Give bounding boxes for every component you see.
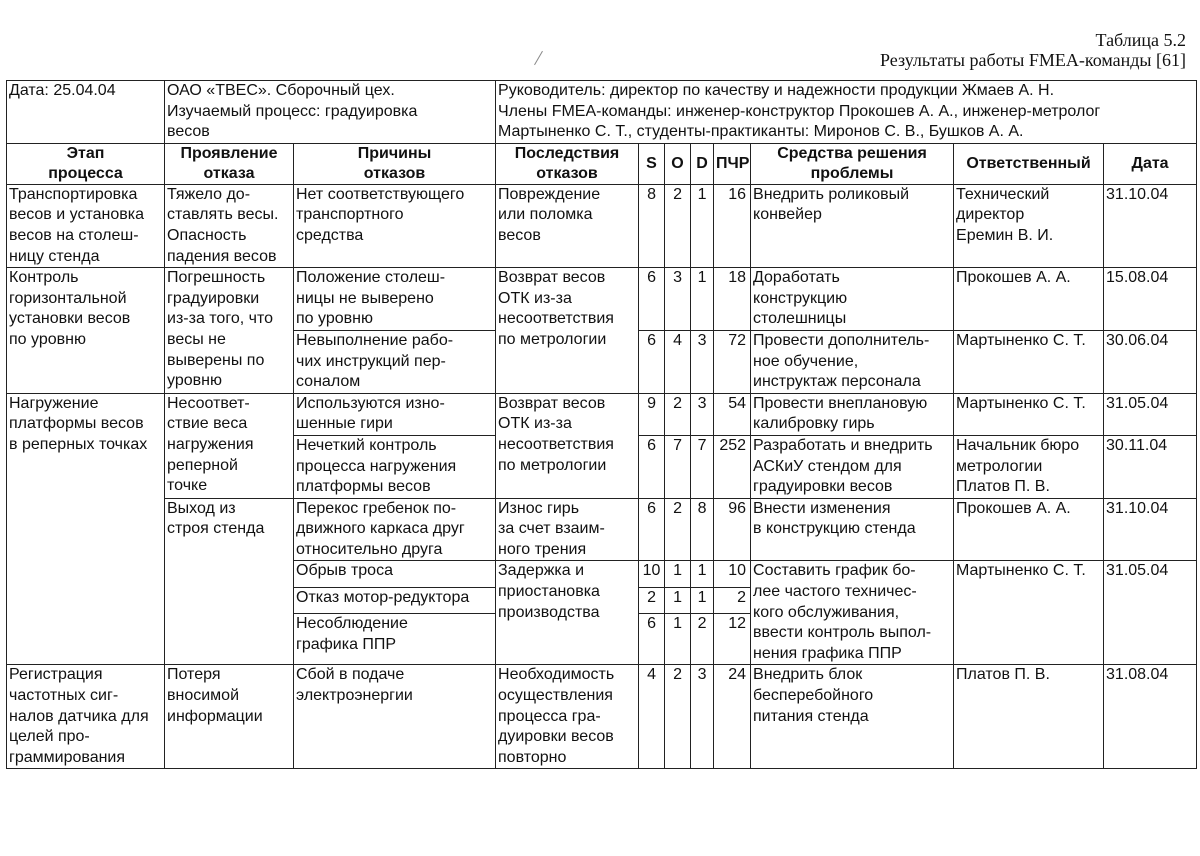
d-cell: 1 xyxy=(691,268,714,331)
o-cell: 2 xyxy=(665,393,691,435)
cell-line: Тяжело до- xyxy=(167,185,251,203)
stage-cell xyxy=(7,665,165,769)
cell-line: Несоблюдение xyxy=(296,615,408,633)
cell-line: Перекос гребенок по- xyxy=(296,499,457,517)
cell-line: соналом xyxy=(296,373,361,391)
scan-mark xyxy=(534,51,543,65)
cell-line: платформы весов xyxy=(9,415,144,433)
cause-cell xyxy=(294,435,496,498)
cell-line: вносимой xyxy=(167,687,240,705)
cell-line: по метрологии xyxy=(498,330,607,348)
cell-line: Еремин В. И. xyxy=(956,226,1054,244)
cell-line: из-за того, что xyxy=(167,310,273,328)
cell-line: налов датчика для xyxy=(9,707,149,725)
cell-line: Нагружение xyxy=(9,394,99,412)
stage-cell xyxy=(7,184,165,267)
cell-line: Необходимость xyxy=(498,666,615,684)
date-cell: 30.11.04 xyxy=(1104,435,1197,498)
resp-cell: Платов П. В. xyxy=(954,665,1104,769)
cause-cell xyxy=(294,587,496,613)
cell-line: установки весов xyxy=(9,310,131,328)
s-cell: 6 xyxy=(639,614,665,665)
cell-line: Внедрить блок xyxy=(753,666,863,684)
cell-line: в реперных точках xyxy=(9,435,148,453)
cell-line: ное обучение, xyxy=(753,352,859,370)
o-cell: 1 xyxy=(665,587,691,613)
rpn-cell: 72 xyxy=(714,330,751,393)
cell-line: точке xyxy=(167,477,208,495)
cell-line: Технический xyxy=(956,185,1050,203)
cell-line: Возврат весов xyxy=(498,269,606,287)
s-cell: 8 xyxy=(639,184,665,267)
table-row xyxy=(7,665,1197,769)
col-stage: Этап процесса xyxy=(7,143,165,184)
effect-cell xyxy=(496,184,639,267)
cell-line: весов xyxy=(498,226,541,244)
rpn-cell: 54 xyxy=(714,393,751,435)
cell-line: конвейер xyxy=(753,206,822,224)
d-cell: 3 xyxy=(691,393,714,435)
col-s: S xyxy=(639,143,665,184)
cell-line: процесса нагружения xyxy=(296,457,457,475)
table-row xyxy=(7,184,1197,267)
cell-line: Погрешность xyxy=(167,269,266,287)
s-cell: 6 xyxy=(639,498,665,561)
cell-line: Нет соответствующего xyxy=(296,185,465,203)
cell-line: кого обслуживания, xyxy=(753,603,900,621)
s-cell: 9 xyxy=(639,393,665,435)
cell-line: Обрыв троса xyxy=(296,562,393,580)
cell-line: относительно друга xyxy=(296,540,443,558)
effect-cell xyxy=(496,393,639,498)
cell-line: Повреждение xyxy=(498,185,601,203)
cell-line: Задержка и xyxy=(498,562,585,580)
cell-line: несоответствия xyxy=(498,310,614,328)
cell-line: конструкцию xyxy=(753,289,848,307)
cell-line: выверены по xyxy=(167,351,265,369)
s-cell: 10 xyxy=(639,561,665,587)
cell-line: по уровню xyxy=(296,310,373,328)
action-cell xyxy=(751,561,954,665)
s-cell: 4 xyxy=(639,665,665,769)
effect-cell xyxy=(496,498,639,561)
action-cell xyxy=(751,330,954,393)
rpn-cell: 24 xyxy=(714,665,751,769)
cell-line: несоответствия xyxy=(498,435,614,453)
s-cell: 6 xyxy=(639,330,665,393)
cell-line: Разработать и внедрить xyxy=(753,436,933,454)
resp-cell xyxy=(954,184,1104,267)
cell-line: лее частого техничес- xyxy=(753,583,917,601)
cell-line: процесса гра- xyxy=(498,707,601,725)
o-cell: 3 xyxy=(665,268,691,331)
o-cell: 1 xyxy=(665,614,691,665)
cell-line: весы не xyxy=(167,330,226,348)
resp-cell: Прокошев А. А. xyxy=(954,498,1104,561)
cell-line: графика ППР xyxy=(296,635,397,653)
col-cause: Причины отказов xyxy=(294,143,496,184)
cell-line: Износ гирь xyxy=(498,499,580,517)
cell-line: целей про- xyxy=(9,728,90,746)
action-cell xyxy=(751,435,954,498)
cause-cell xyxy=(294,330,496,393)
cell-line: весов и установка xyxy=(9,206,144,224)
cell-line: производства xyxy=(498,603,600,621)
cell-line: ницу стенда xyxy=(9,247,100,265)
resp-cell: Мартыненко С. Т. xyxy=(954,393,1104,435)
column-header-row xyxy=(7,143,1197,184)
action-cell xyxy=(751,665,954,769)
s-cell: 6 xyxy=(639,268,665,331)
cell-line: питания стенда xyxy=(753,707,869,725)
cell-line: Возврат весов xyxy=(498,394,606,412)
cell-line: ввести контроль выпол- xyxy=(753,624,932,642)
o-cell: 2 xyxy=(665,498,691,561)
d-cell: 7 xyxy=(691,435,714,498)
table-row xyxy=(7,498,1197,561)
effect-cell xyxy=(496,665,639,769)
fmea-table xyxy=(6,80,1197,769)
action-cell xyxy=(751,498,954,561)
cell-line: Потеря xyxy=(167,666,221,684)
cell-line: движного каркаса друг xyxy=(296,520,465,538)
cause-cell xyxy=(294,498,496,561)
cell-line: приостановка xyxy=(498,583,600,601)
org-cell: ОАО «ТВЕС». Сборочный цех. Изучаемый процесс: градуировка весов xyxy=(165,81,496,144)
table-row xyxy=(7,268,1197,331)
date-cell: 31.10.04 xyxy=(1104,184,1197,267)
cell-line: нения графика ППР xyxy=(753,644,902,662)
o-cell: 7 xyxy=(665,435,691,498)
cell-line: или поломка xyxy=(498,206,593,224)
cell-line: Положение столеш- xyxy=(296,269,446,287)
col-effect: Последствия отказов xyxy=(496,143,639,184)
o-cell: 2 xyxy=(665,665,691,769)
cell-line: по метрологии xyxy=(498,456,607,474)
failure-cell xyxy=(165,393,294,498)
col-resp: Ответственный xyxy=(954,143,1104,184)
action-cell xyxy=(751,268,954,331)
failure-cell xyxy=(165,498,294,665)
cause-cell xyxy=(294,665,496,769)
cell-line: уровню xyxy=(167,372,222,390)
cell-line: по уровню xyxy=(9,330,86,348)
cell-line: в конструкцию стенда xyxy=(753,520,916,538)
cell-line: частотных сиг- xyxy=(9,687,119,705)
d-cell: 2 xyxy=(691,614,714,665)
cell-line: повторно xyxy=(498,748,567,766)
stage-cell xyxy=(7,268,165,394)
s-cell: 2 xyxy=(639,587,665,613)
col-action: Средства решения проблемы xyxy=(751,143,954,184)
o-cell: 4 xyxy=(665,330,691,393)
date-cell: 15.08.04 xyxy=(1104,268,1197,331)
cell-line: ставлять весы. xyxy=(167,206,279,224)
cell-line: Опасность xyxy=(167,226,247,244)
resp-cell: Прокошев А. А. xyxy=(954,268,1104,331)
cell-line: дуировки весов xyxy=(498,728,614,746)
effect-cell xyxy=(496,561,639,665)
failure-cell xyxy=(165,665,294,769)
cell-line: строя стенда xyxy=(167,520,265,538)
cell-line: Контроль xyxy=(9,269,79,287)
cell-line: граммирования xyxy=(9,748,126,766)
cell-line: ного трения xyxy=(498,540,587,558)
cell-line: бесперебойного xyxy=(753,687,874,705)
rpn-cell: 2 xyxy=(714,587,751,613)
cell-line: Доработать xyxy=(753,269,840,287)
resp-cell xyxy=(954,435,1104,498)
date-cell: 31.05.04 xyxy=(1104,561,1197,665)
cell-line: градуировки весов xyxy=(753,478,893,496)
cell-line: Внести изменения xyxy=(753,499,891,517)
cell-line: Составить график бо- xyxy=(753,562,916,580)
rpn-cell: 96 xyxy=(714,498,751,561)
cell-line: шенные гири xyxy=(296,415,393,433)
cell-line: Платов П. В. xyxy=(956,478,1050,496)
d-cell: 8 xyxy=(691,498,714,561)
cell-line: Начальник бюро xyxy=(956,436,1080,454)
cause-cell xyxy=(294,184,496,267)
stage-cell xyxy=(7,393,165,665)
cell-line: Провести дополнитель- xyxy=(753,331,930,349)
col-date: Дата xyxy=(1104,143,1197,184)
col-d: D xyxy=(691,143,714,184)
col-o: O xyxy=(665,143,691,184)
cell-line: Выход из xyxy=(167,499,236,517)
cell-line: ницы не выверено xyxy=(296,289,434,307)
d-cell: 3 xyxy=(691,330,714,393)
cell-line: чих инструкций пер- xyxy=(296,352,446,370)
date-cell: Дата: 25.04.04 xyxy=(7,81,165,144)
cell-line: за счет взаим- xyxy=(498,520,605,538)
cell-line: Невыполнение рабо- xyxy=(296,331,454,349)
cell-line: калибровку гирь xyxy=(753,415,875,433)
action-cell xyxy=(751,393,954,435)
cell-line: реперной xyxy=(167,456,238,474)
cause-cell xyxy=(294,561,496,587)
cell-line: директор xyxy=(956,206,1025,224)
cell-line: АСКиУ стендом для xyxy=(753,457,902,475)
cell-line: Внедрить роликовый xyxy=(753,185,910,203)
cell-line: нагружения xyxy=(167,435,254,453)
cell-line: осуществления xyxy=(498,687,613,705)
col-failure: Проявление отказа xyxy=(165,143,294,184)
cell-line: ОТК из-за xyxy=(498,289,572,307)
d-cell: 1 xyxy=(691,184,714,267)
cell-line: Отказ мотор-редуктора xyxy=(296,588,470,606)
cell-line: падения весов xyxy=(167,247,277,265)
cell-line: столешницы xyxy=(753,310,847,328)
table-number: Таблица 5.2 xyxy=(1095,30,1186,50)
cell-line: платформы весов xyxy=(296,478,431,496)
date-cell: 31.08.04 xyxy=(1104,665,1197,769)
cause-cell xyxy=(294,268,496,331)
cell-line: Транспортировка xyxy=(9,185,138,203)
failure-cell xyxy=(165,268,294,394)
table-row xyxy=(7,393,1197,435)
date-cell: 31.10.04 xyxy=(1104,498,1197,561)
cell-line: метрологии xyxy=(956,457,1043,475)
cell-line: Несоответ- xyxy=(167,394,250,412)
cell-line: Используются изно- xyxy=(296,394,445,412)
cause-cell xyxy=(294,393,496,435)
resp-cell: Мартыненко С. Т. xyxy=(954,330,1104,393)
cell-line: горизонтальной xyxy=(9,289,127,307)
col-rpn: ПЧР xyxy=(714,143,751,184)
date-cell: 30.06.04 xyxy=(1104,330,1197,393)
d-cell: 1 xyxy=(691,587,714,613)
cell-line: весов на столеш- xyxy=(9,226,139,244)
cell-line: электроэнергии xyxy=(296,687,413,705)
cell-line: инструктаж персонала xyxy=(753,373,921,391)
rpn-cell: 16 xyxy=(714,184,751,267)
rpn-cell: 18 xyxy=(714,268,751,331)
rpn-cell: 12 xyxy=(714,614,751,665)
cell-line: Провести внеплановую xyxy=(753,394,928,412)
o-cell: 1 xyxy=(665,561,691,587)
failure-cell xyxy=(165,184,294,267)
cell-line: Сбой в подаче xyxy=(296,666,405,684)
s-cell: 6 xyxy=(639,435,665,498)
cell-line: информации xyxy=(167,707,263,725)
action-cell xyxy=(751,184,954,267)
cell-line: Регистрация xyxy=(9,666,103,684)
cell-line: Нечеткий контроль xyxy=(296,436,437,454)
resp-cell: Мартыненко С. Т. xyxy=(954,561,1104,665)
cell-line: транспортного xyxy=(296,206,404,224)
cause-cell xyxy=(294,614,496,665)
d-cell: 3 xyxy=(691,665,714,769)
o-cell: 2 xyxy=(665,184,691,267)
cell-line: средства xyxy=(296,226,364,244)
rpn-cell: 10 xyxy=(714,561,751,587)
table-title: Результаты работы FMEA-команды [61] xyxy=(880,50,1186,70)
header-row xyxy=(7,81,1197,144)
cell-line: градуировки xyxy=(167,289,260,307)
date-cell: 31.05.04 xyxy=(1104,393,1197,435)
cell-line: ОТК из-за xyxy=(498,415,572,433)
rpn-cell: 252 xyxy=(714,435,751,498)
effect-cell xyxy=(496,268,639,394)
team-cell: Руководитель: директор по качеству и надежности продукции Жмаев А. Н. Члены FMEA-команды: инженер-конструктор Прокошев А. А., инженер-метролог Мартыненко С. Т., студенты-практиканты: Миронов С. В., Бушков А. А. xyxy=(496,81,1197,144)
d-cell: 1 xyxy=(691,561,714,587)
cell-line: ствие веса xyxy=(167,415,248,433)
